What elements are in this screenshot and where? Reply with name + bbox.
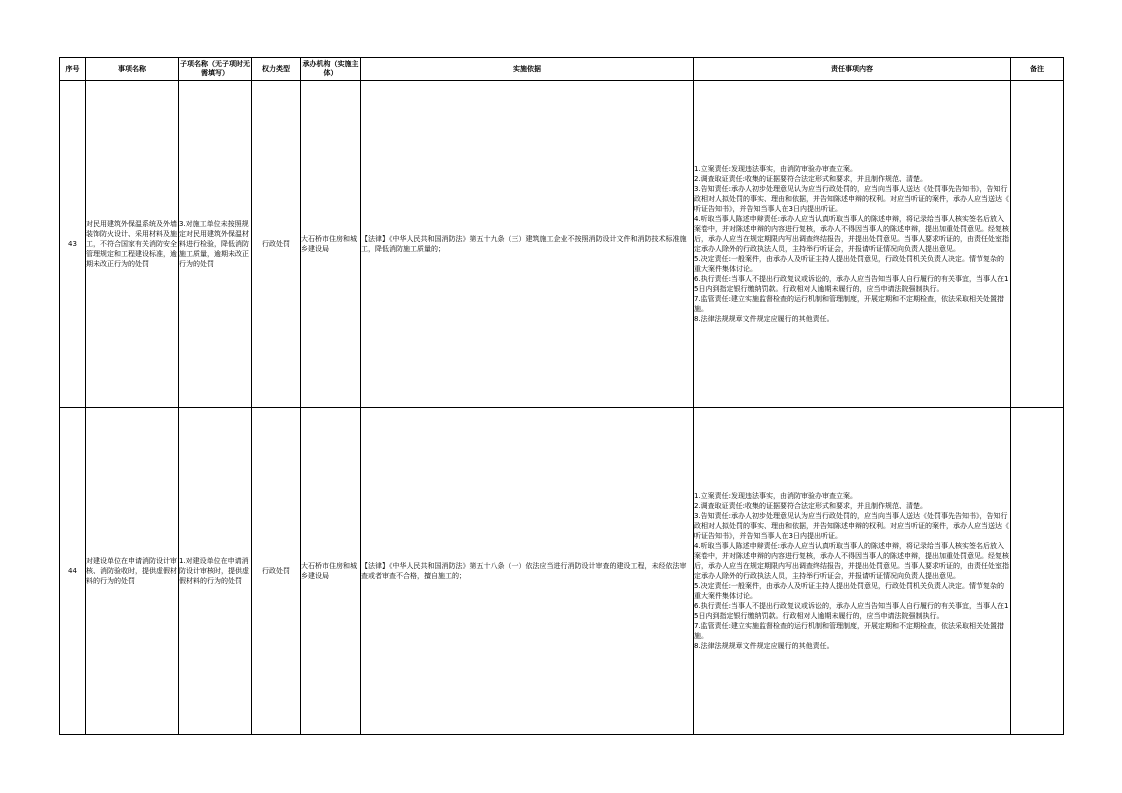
row-responsibility [694,408,1011,735]
header-agency: 承办机构（实施主体） [301,58,361,81]
responsibility-line: 7.监管责任:建立实施监督检查的运行机制和管理制度，开展定期和不定期检查，依法采取相关处置措施。 [694,622,1005,640]
table-row [60,81,1064,408]
responsibility-line: 8.法律法规规章文件规定应履行的其他责任。 [694,315,834,323]
row-agency [301,408,361,735]
responsibility-line: 6.执行责任:当事人不提出行政复议或诉讼的，承办人应当告知当事人自行履行的有关事宜，当事人在15日内到指定银行缴纳罚款。行政相对人逾期未履行的，应当申请法院强制执行。 [694,275,1009,293]
responsibility-line: 6.执行责任:当事人不提出行政复议或诉讼的，承办人应当告知当事人自行履行的有关事宜，当事人在15日内到指定银行缴纳罚款。行政相对人逾期未履行的，应当申请法院强制执行。 [694,602,1009,620]
row-seq: 43 [60,81,86,408]
row-item-name [86,408,179,735]
row-sub-item-text: 3.对施工单位未按照规定对民用建筑外保温材料进行检验，降低消防施工质量，逾期未改正行为的处罚 [179,220,249,268]
header-item-name: 事项名称 [86,58,179,81]
row-agency-text: 大石桥市住房和城乡建设局 [301,235,357,253]
row-item-name-text: 对民用建筑外保温系统及外墙装饰防火设计、采用材料及施工，不符合国家有关消防安全管理规定和工程建设标准，逾期未改正行为的处罚 [86,220,177,268]
row-seq: 44 [60,408,86,735]
row-power-type: 行政处罚 [252,408,301,735]
responsibility-line: 3.告知责任:承办人初步处理意见认为应当行政处罚的，应当向当事人送达《处罚事先告知书》，告知行政相对人拟处罚的事实、理由和依据，并告知陈述申辩的权利。对应当听证的案件，承办人应当送达《 听证告知书》，并告知当事人在3日内提出听证。 [694,185,1009,213]
responsibility-line: 4.听取当事人陈述申辩责任:承办人应当认真听取当事人的陈述申辩，将记录给当事人核实签名后放入案卷中，并对陈述申辩的内容进行复核，承办人不得因当事人的陈述申辩，提出加重处罚意见。经复核后，承办人应当在规定期限内写出调查终结报告，并提出处罚意见。当事人要求听证的，由责任处室指定承办人除外的行政执法人员，主持举行听证会，并报请听证情况向负责人提出意见。 [694,215,1009,253]
responsibility-table [59,57,1064,735]
row-basis [361,81,694,408]
responsibility-line: 1.立案责任:发现违法事实，由消防审验办审查立案。 [694,492,858,500]
responsibility-line: 1.立案责任:发现违法事实，由消防审验办审查立案。 [694,165,858,173]
row-sub-item [179,408,252,735]
header-sub-item: 子项名称（无子项时无需填写） [179,58,252,81]
row-responsibility [694,81,1011,408]
responsibility-line: 7.监管责任:建立实施监督检查的运行机制和管理制度，开展定期和不定期检查，依法采取相关处置措施。 [694,295,1005,313]
row-remarks [1011,81,1064,408]
row-item-name [86,81,179,408]
responsibility-line: 5.决定责任:一般案件，由承办人及听证主持人提出处罚意见，行政处罚机关负责人决定。情节复杂的重大案件集体讨论。 [694,255,1005,273]
row-sub-item [179,81,252,408]
header-responsibility: 责任事项内容 [694,58,1011,81]
row-sub-item-text: 1.对建设单位在申请消防设计审核时，提供虚假材料的行为的处罚 [179,557,249,585]
row-agency-text: 大石桥市住房和城乡建设局 [301,562,357,580]
responsibility-line: 2.调查取证责任:收集的证据要符合法定形式和要求，并且制作规范、清楚。 [694,502,928,510]
row-basis-text: 【法律】《中华人民共和国消防法》第五十八条（一）依法应当进行消防设计审查的建设工程，未经依法审查或者审查不合格，擅自施工的； [361,562,687,580]
responsibility-line: 2.调查取证责任:收集的证据要符合法定形式和要求，并且制作规范、清楚。 [694,175,928,183]
table-row [60,408,1064,735]
row-item-name-text: 对建设单位在申请消防设计审核、消防验收时，提供虚假材料的行为的处罚 [86,557,177,585]
responsibility-line: 4.听取当事人陈述申辩责任:承办人应当认真听取当事人的陈述申辩，将记录给当事人核实签名后放入案卷中，并对陈述申辩的内容进行复核，承办人不得因当事人的陈述申辩，提出加重处罚意见。经复核后，承办人应当在规定期限内写出调查终结报告，并提出处罚意见。当事人要求听证的，由责任处室指定承办人除外的行政执法人员，主持举行听证会，并报请听证情况向负责人提出意见。 [694,542,1009,580]
responsibility-line: 3.告知责任:承办人初步处理意见认为应当行政处罚的，应当向当事人送达《处罚事先告知书》，告知行政相对人拟处罚的事实、理由和依据，并告知陈述申辩的权利。对应当听证的案件，承办人应当送达《 听证告知书》，并告知当事人在3日内提出听证。 [694,512,1009,540]
row-basis-text: 【法律】《中华人民共和国消防法》第五十九条（三）建筑施工企业不按照消防设计文件和消防技术标准施工，降低消防施工质量的； [361,235,687,253]
responsibility-line: 5.决定责任:一般案件，由承办人及听证主持人提出处罚意见，行政处罚机关负责人决定。情节复杂的重大案件集体讨论。 [694,582,1005,600]
header-row [60,58,1064,81]
header-basis: 实施依据 [361,58,694,81]
responsibility-line: 8.法律法规规章文件规定应履行的其他责任。 [694,642,834,650]
row-agency [301,81,361,408]
header-seq: 序号 [60,58,86,81]
header-remarks: 备注 [1011,58,1064,81]
row-power-type: 行政处罚 [252,81,301,408]
header-power-type: 权力类型 [252,58,301,81]
row-basis [361,408,694,735]
row-remarks [1011,408,1064,735]
